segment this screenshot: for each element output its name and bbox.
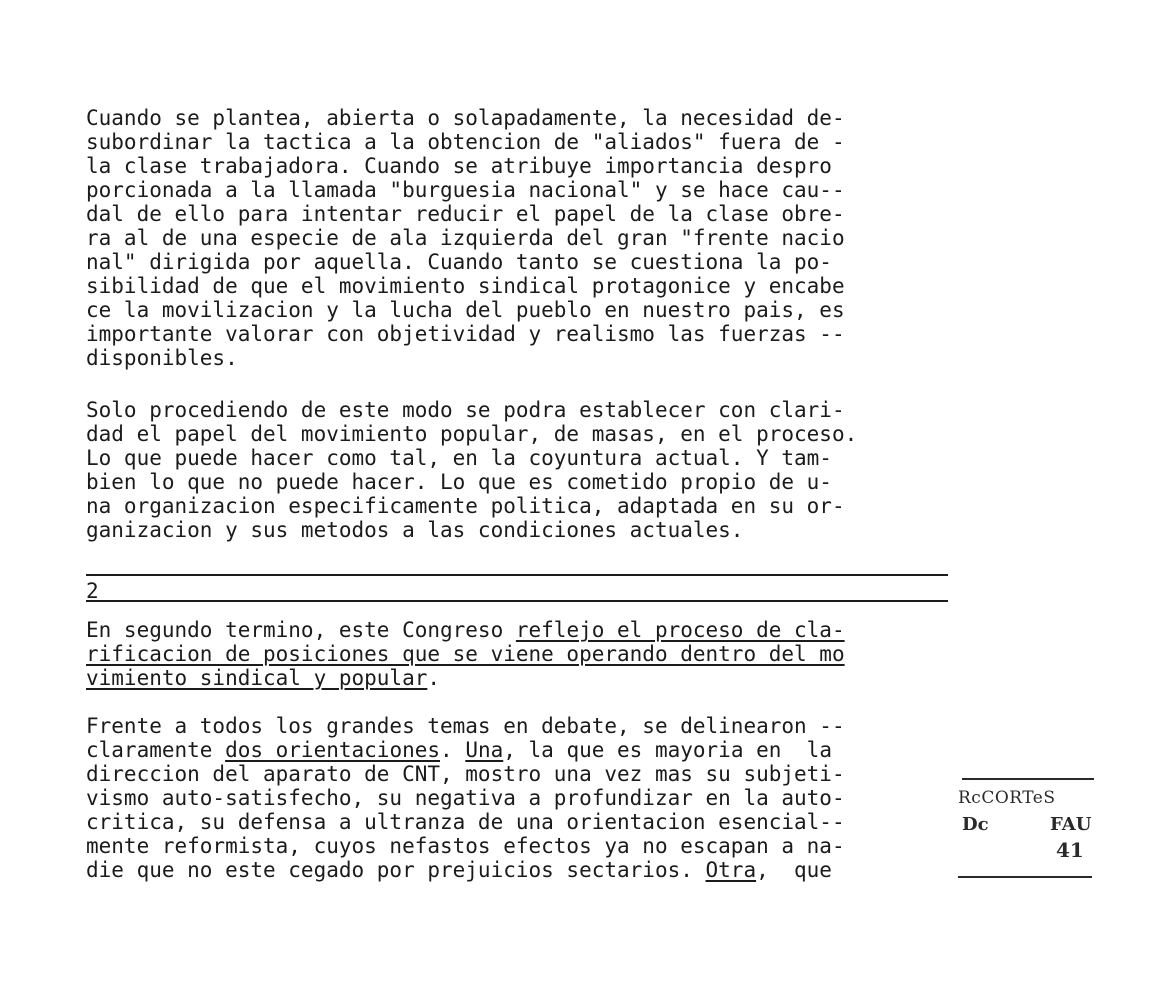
stamp-line-2-left: Dc — [962, 814, 989, 835]
text-underlined: Otra — [705, 858, 757, 882]
text-underlined: dos orientaciones — [225, 738, 441, 762]
paragraph-1-line: Cuando se plantea, abierta o solapadamente, la necesidad de- — [86, 106, 845, 130]
text-plain: . — [427, 666, 441, 690]
paragraph-3 — [86, 618, 956, 690]
paragraph-1-line: importante valorar con objetividad y realismo las fuerzas -- — [86, 322, 845, 346]
paragraph-4-line — [86, 858, 956, 882]
stamp-line-1: RcCORTeS — [958, 788, 1056, 808]
paragraph-4-line — [86, 738, 956, 762]
paragraph-2-line: dad el papel del movimiento popular, de masas, en el proceso. — [86, 422, 858, 446]
text-plain: En segundo termino, este Congreso — [86, 618, 516, 642]
paragraph-1-line: disponibles. — [86, 346, 238, 370]
paragraph-1-line: dal de ello para intentar reducir el papel de la clase obre- — [86, 202, 845, 226]
paragraph-1-line: porcionada a la llamada "burguesia nacional" y se hace cau-- — [86, 178, 845, 202]
paragraph-3-line — [86, 642, 956, 666]
archive-stamp — [958, 770, 1098, 900]
text-underlined: vimiento sindical y popular — [86, 666, 428, 690]
paragraph-1-line: nal" dirigida por aquella. Cuando tanto se cuestiona la po- — [86, 250, 832, 274]
paragraph-2-line: na organizacion especificamente politica, adaptada en su or- — [86, 494, 845, 518]
text-underlined: rificacion de posiciones que se viene operando dentro del mo — [86, 642, 845, 666]
paragraph-2-line: ganizacion y sus metodos a las condiciones actuales. — [86, 518, 744, 542]
text-plain: . — [440, 738, 466, 762]
paragraph-1-line: ra al de una especie de ala izquierda del gran "frente nacio — [86, 226, 845, 250]
paragraph-2-line: bien lo que no puede hacer. Lo que es cometido propio de u- — [86, 470, 832, 494]
text-plain: , que — [756, 858, 832, 882]
paragraph-3-line — [86, 618, 956, 642]
text-underlined: Una — [465, 738, 504, 762]
text-plain: , la que es mayoria en la — [503, 738, 832, 762]
text-plain: claramente — [86, 738, 226, 762]
stamp-line-2-right: FAU — [1050, 814, 1092, 835]
stamp-top-line — [962, 778, 1094, 780]
paragraph-4-line: mente reformista, cuyos nefastos efectos ya no escapan a na- — [86, 834, 845, 858]
paragraph-1-line: ce la movilizacion y la lucha del pueblo en nuestro pais, es — [86, 298, 845, 322]
text-underlined: reflejo el proceso de cla- — [515, 618, 845, 642]
stamp-bottom-line — [958, 876, 1092, 878]
paragraph-1-line: subordinar la tactica a la obtencion de "aliados" fuera de - — [86, 130, 845, 154]
paragraph-2 — [86, 398, 956, 542]
text-plain: die que no este cegado por prejuicios sectarios. — [86, 858, 706, 882]
section-number: 2 — [86, 579, 99, 603]
stamp-line-3: 41 — [1056, 838, 1084, 862]
paragraph-4-line: Frente a todos los grandes temas en debate, se delinearon -- — [86, 714, 845, 738]
paragraph-2-line: Lo que puede hacer como tal, en la coyuntura actual. Y tam- — [86, 446, 832, 470]
paragraph-4-line: direccion del aparato de CNT, mostro una vez mas su subjeti- — [86, 762, 845, 786]
paragraph-1-line: la clase trabajadora. Cuando se atribuye importancia despro — [86, 154, 832, 178]
paragraph-4-line: vismo auto-satisfecho, su negativa a profundizar en la auto- — [86, 786, 845, 810]
paragraph-1 — [86, 106, 956, 370]
paragraph-2-line: Solo procediendo de este modo se podra establecer con clari- — [86, 398, 845, 422]
section-divider-top — [86, 574, 948, 576]
section-divider-bottom — [86, 600, 948, 602]
paragraph-4 — [86, 714, 956, 882]
paragraph-1-line: sibilidad de que el movimiento sindical protagonice y encabe — [86, 274, 845, 298]
paragraph-3-line — [86, 666, 956, 690]
paragraph-4-line: critica, su defensa a ultranza de una orientacion esencial-- — [86, 810, 845, 834]
